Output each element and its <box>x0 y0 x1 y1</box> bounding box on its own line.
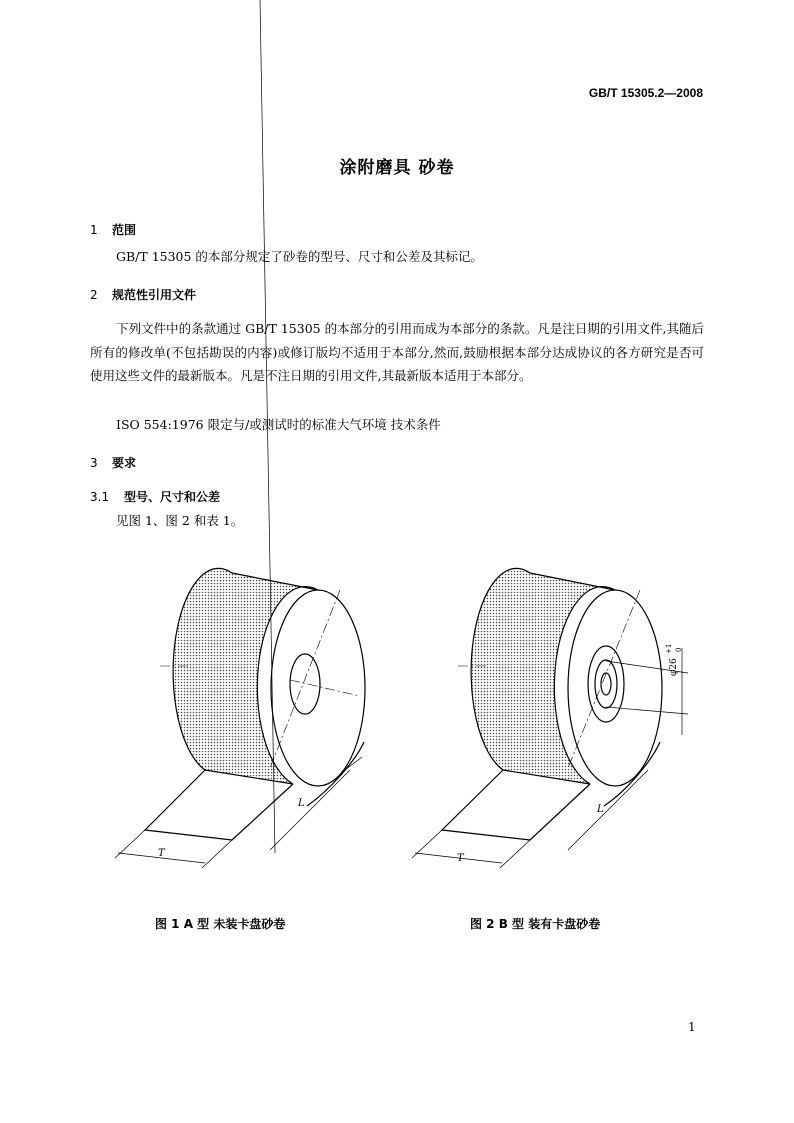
section-number: 2 <box>90 288 98 302</box>
standard-number: GB/T 15305.2—2008 <box>588 86 703 100</box>
section-title: 要求 <box>112 456 137 470</box>
section-1-text: GB/T 15305 的本部分规定了砂卷的型号、尺寸和公差及其标记。 <box>116 249 483 264</box>
tolerance-lower: 0 <box>675 647 683 652</box>
figure-1-caption: 图 1 A 型 未装卡盘砂卷 <box>155 917 286 931</box>
page-title: 涂附磨具 砂卷 <box>339 158 455 178</box>
dimension-label-T: T <box>158 848 165 859</box>
chuck-bore <box>601 673 611 695</box>
figure-1-roll <box>145 568 365 840</box>
normative-reference: ISO 554:1976 限定与/或测试时的标准大气环境 技术条件 <box>116 417 441 432</box>
section-number: 1 <box>90 223 98 237</box>
section-3-1-text: 见图 1、图 2 和表 1。 <box>116 513 244 528</box>
tolerance-upper: +1 <box>665 643 673 654</box>
figure-2-caption: 图 2 B 型 装有卡盘砂卷 <box>470 917 601 931</box>
dimension-label-T: T <box>457 853 464 864</box>
roll-core-hole <box>290 654 320 714</box>
section-title: 规范性引用文件 <box>112 288 197 302</box>
page-number: 1 <box>688 1020 696 1034</box>
dimension-label-L: L <box>298 798 305 809</box>
diameter-annotation <box>665 644 683 676</box>
section-number: 3.1 <box>90 490 110 504</box>
section-2-text: 下列文件中的条款通过 GB/T 15305 的本部分的引用而成为本部分的条款。凡是注日期的引用文件,其随后所有的修改单(不包括勘误的内容)或修订版均不适用于本部分,然而,鼓励根据本部分达成协议的各方研究是否可使用这些文件的最新版本。凡是不注日期的引用文件,其最新版本适用于本部分。 <box>90 321 704 383</box>
dimension-label-L: L <box>597 804 604 815</box>
section-title: 范围 <box>112 223 137 237</box>
figure-2-roll <box>442 568 662 840</box>
section-number: 3 <box>90 456 98 470</box>
diameter-label: φ26 <box>669 658 679 676</box>
section-title: 型号、尺寸和公差 <box>124 490 221 504</box>
